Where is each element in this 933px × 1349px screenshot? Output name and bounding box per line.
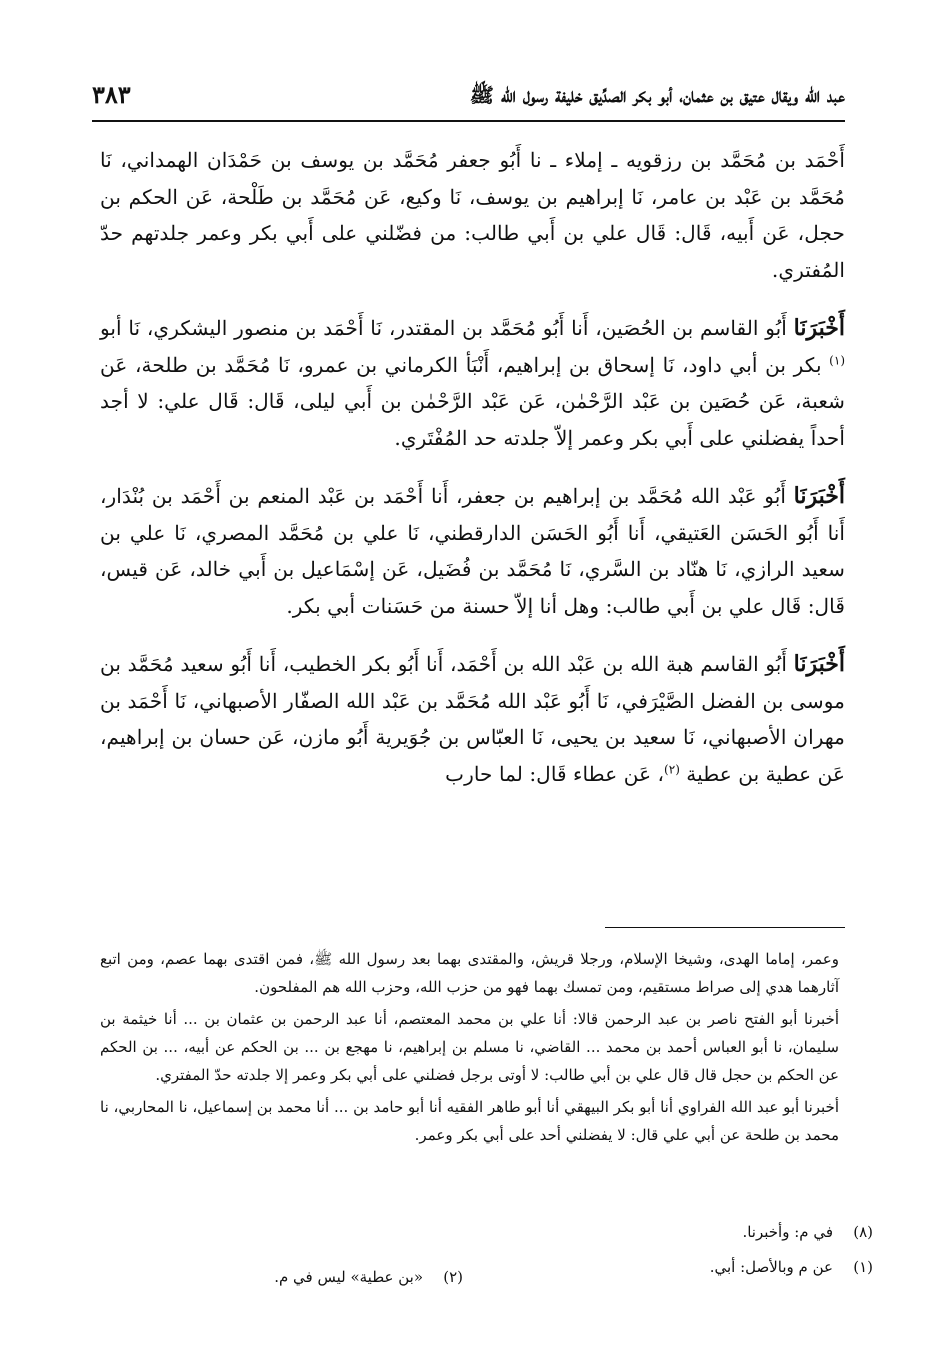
footnote-marker: (١) — [829, 352, 845, 367]
footnote-marker: (٢) — [664, 761, 680, 776]
paragraph-text: أَبُو القاسم بن الحُصَين، أَنا أَبُو مُحَمَّد بن المقتدر، نَا أَحْمَد بن منصور اليشكري، نَا أبو — [100, 316, 787, 340]
footnote-row — [742, 1219, 873, 1245]
footnote-number: (٢) — [443, 1268, 463, 1286]
footnote-row — [710, 1254, 873, 1280]
paragraph-lead: أَخْبَرَنَا — [793, 315, 845, 341]
footnote-text: عن م وبالأصل: أبي. — [709, 1258, 833, 1276]
notes-block — [100, 945, 839, 1153]
paragraph-lead: أَخْبَرَنَا — [793, 483, 845, 509]
paragraph-lead: أَخْبَرَنَا — [793, 651, 845, 677]
paragraph-1 — [100, 142, 845, 288]
footnote-separator — [605, 927, 845, 928]
footnote-text: في م: وأخبرنا. — [742, 1223, 833, 1241]
running-title: عبد الله ويقال عتيق بن عثمان، أبو بكر الصدِّيق خليفة رسول الله ﷺ — [469, 83, 845, 107]
paragraph-text: بكر بن أبي داود، نَا إسحاق بن إبراهيم، أَنْبَأ الكرماني بن عمرو، نَا مُحَمَّد بن طلحة، عَن شعبة، عَن حُصَين بن عَبْد الرَّحْمٰن، عَن عَبْد الرَّحْمٰن بن أَبي ليلى، قَال: قَال علي: لا أجد أحداً يفضلني على أَبي بكر وعمر إلاّ جلدته حد المُفْتَري. — [100, 352, 845, 450]
paragraph-text: أَحْمَد بن مُحَمَّد بن رزقويه ـ إملاء ـ نا أَبُو جعفر مُحَمَّد بن يوسف بن حَمْدَان الهمداني، نَا مُحَمَّد بن عَبْد بن عامر، نَا إبراهيم بن يوسف، نَا وكيع، عَن مُحَمَّد بن طَلْحة، عَن الحكم بن حجل، عَن أَبيه، قَال: قَال علي بن أَبي طالب: من فضّلني على أَبي بكر وعمر جلدتهم حدّ المُفتري. — [100, 148, 845, 282]
note-paragraph: وعمر، إماما الهدى، وشيخا الإسلام، ورجلا قريش، والمقتدى بهما بعد رسول الله ﷺ، فمن اقتدى بهما عصم، ومن اتبع آثارهما هدي إلى صراط مستقيم، ومن تمسك بهما فهو من حزب الله، وحزب الله هم المفلحون. — [100, 950, 839, 996]
note-paragraph: أخبرنا أبو الفتح ناصر بن عبد الرحمن قالا: أنا علي بن محمد المعتصم، أنا عبد الرحمن بن عثمان بن ... أنا خيثمة بن سليمان، نا أبو العباس أحمد بن محمد ... القاضي، نا مسلم بن إبراهيم، نا مهجع بن ... بن الحكم عن أبيه، ... بن الحكم عن الحكم بن حجل قال قال علي بن أبي طالب: لا أوتى برجل فضلني على أبي بكر وعمر إلا جلدته حدّ المفتري. — [100, 1010, 839, 1084]
paragraph-2 — [100, 310, 845, 456]
footnote-text: «بن عطية» ليس في م. — [274, 1268, 423, 1286]
paragraph-text: ، عَن عطاء قَال: لما حارب — [445, 761, 665, 786]
note-paragraph: أخبرنا أبو عبد الله الفراوي أنا أبو بكر البيهقي أنا أبو طاهر الفقيه أنا أبو حامد بن ... أنا محمد بن إسماعيل، نا المحاربي، نا محمد بن طلحة عن أبي علي قال: لا يفضلني أحد على أبي بكر وعمر. — [100, 1098, 839, 1144]
main-text — [100, 142, 845, 814]
footnote-number: (١) — [853, 1258, 873, 1276]
paragraph-3 — [100, 478, 845, 624]
paragraph-4 — [100, 646, 845, 792]
page-number: ٣٨٣ — [92, 80, 131, 109]
footnote-number: (٨) — [853, 1223, 873, 1241]
footnote-row — [274, 1264, 463, 1290]
paragraph-text: أَبُو القاسم هبة الله بن عَبْد الله بن أَحْمَد، أَنا أَبُو بكر الخطيب، أَنا أَبُو سعيد مُحَمَّد بن موسى بن الفضل الصَّيْرَفي، نَا أَبُو عَبْد الله مُحَمَّد بن عَبْد الله الصفّار الأصبهاني، نَا أَحْمَد بن مهران الأصبهاني، نَا سعيد بن يحيى، نَا العبّاس بن جُوَيرية أَبُو مازن، عَن حسان بن إبراهيم، عَن عطية بن عطية — [100, 652, 845, 786]
page-header — [92, 78, 845, 122]
paragraph-text: أَبُو عَبْد الله مُحَمَّد بن إبراهيم بن جعفر، أَنا أَحْمَد بن عَبْد المنعم بن أَحْمَد بن بُنْدَار، أَنا أَبُو الحَسَن العَتيقي، أَنا أَبُو الحَسَن الدارقطني، نَا علي بن مُحَمَّد المصري، نَا علي بن سعيد الرازي، نَا هنّاد بن السَّري، نَا مُحَمَّد بن فُضَيل، عَن إسْمَاعيل بن أَبي خالد، عَن قيس، قَال: قَال علي بن أَبي طالب: وهل أنا إلاّ حسنة من حَسَنات أبي بكر. — [100, 484, 845, 618]
